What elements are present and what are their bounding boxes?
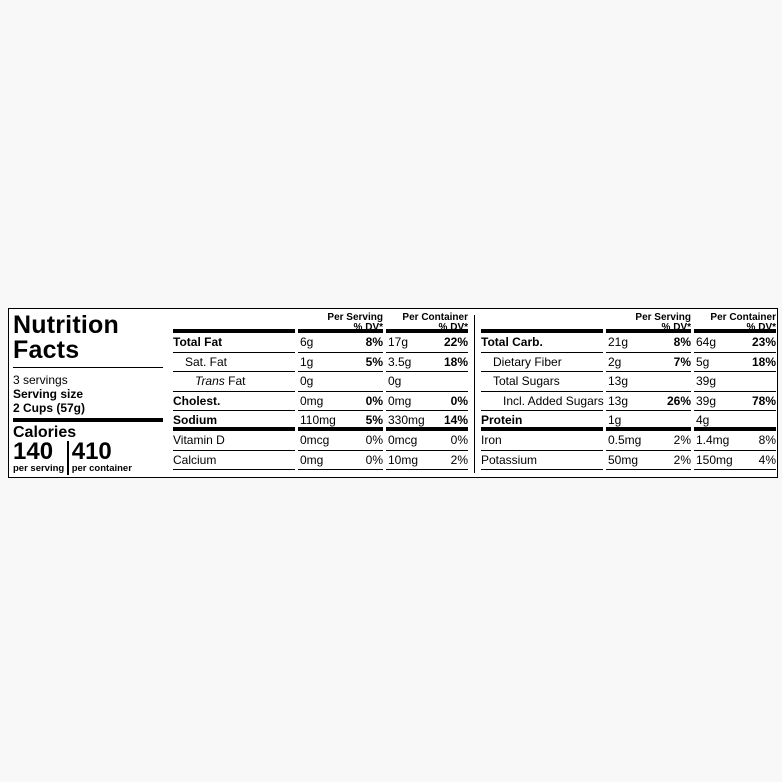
title-line-1: Nutrition bbox=[13, 311, 119, 339]
c-amt-value: 150mg bbox=[696, 452, 733, 467]
c-amt-value: 3.5g bbox=[388, 354, 412, 369]
c-amt-value: 10mg bbox=[388, 452, 419, 467]
s-pct-value: 5% bbox=[365, 413, 383, 428]
c-pct-value: 18% bbox=[443, 354, 468, 369]
c-pct-value: 22% bbox=[443, 335, 468, 349]
s-amt-value: 6g bbox=[300, 335, 314, 349]
nutrient-table-left bbox=[173, 313, 470, 470]
nutrient-row bbox=[481, 372, 778, 392]
s-amt-value: 110mg bbox=[300, 413, 336, 428]
s-pct-value: 2% bbox=[673, 452, 691, 467]
s-amt-value: 0mcg bbox=[300, 432, 330, 447]
nutrient-name: Sodium bbox=[173, 413, 217, 428]
c-amt-value: 0mg bbox=[388, 393, 412, 408]
s-amt-value: 2g bbox=[608, 354, 622, 369]
s-amt-value: 1g bbox=[300, 354, 314, 369]
c-amt-value: 4g bbox=[696, 413, 710, 428]
calories-per-container-label: per container bbox=[71, 463, 132, 474]
row-rule bbox=[481, 469, 603, 470]
row-rule bbox=[606, 469, 691, 470]
c-amt-value: 5g bbox=[696, 354, 710, 369]
serving-size-value: 2 Cups (57g) bbox=[13, 401, 86, 415]
row-rule bbox=[298, 469, 383, 470]
c-pct-value: 23% bbox=[751, 335, 776, 349]
nutrient-name: Dietary Fiber bbox=[493, 354, 562, 369]
servings-count: 3 servings bbox=[13, 373, 68, 387]
s-pct-value: 8% bbox=[673, 335, 691, 349]
s-pct-value: 2% bbox=[673, 432, 691, 447]
s-pct-value: 5% bbox=[365, 354, 383, 369]
nutrient-table-right bbox=[481, 313, 778, 470]
s-pct-value: 0% bbox=[365, 393, 383, 408]
s-pct-value: 0% bbox=[365, 452, 383, 467]
s-amt-value: 0.5mg bbox=[608, 432, 642, 447]
column-divider bbox=[474, 315, 475, 473]
c-amt-value: 39g bbox=[696, 393, 717, 408]
per-serving-label: Per Serving bbox=[635, 312, 691, 323]
nutrient-name: Vitamin D bbox=[173, 432, 225, 447]
calories-row bbox=[13, 438, 163, 475]
nutrient-row bbox=[481, 333, 778, 353]
s-amt-value: 0mg bbox=[300, 393, 324, 408]
nutrient-row bbox=[173, 372, 470, 392]
c-pct-value: 4% bbox=[758, 452, 776, 467]
label-summary bbox=[13, 313, 163, 475]
nutrient-row bbox=[173, 353, 470, 373]
s-amt-value: 13g bbox=[608, 374, 629, 389]
c-pct-value: 2% bbox=[450, 452, 468, 467]
c-pct-value: 18% bbox=[751, 354, 776, 369]
nutrient-row bbox=[173, 333, 470, 353]
s-pct-value: 0% bbox=[365, 432, 383, 447]
s-pct-value: 7% bbox=[673, 354, 691, 369]
divider bbox=[13, 367, 163, 368]
nutrient-row bbox=[481, 451, 778, 471]
calories-per-serving: 140 bbox=[13, 438, 54, 465]
c-amt-value: 0g bbox=[388, 374, 402, 389]
row-rule bbox=[694, 469, 776, 470]
calories-separator bbox=[67, 441, 69, 475]
c-amt-value: 64g bbox=[696, 335, 717, 349]
per-container-label: Per Container bbox=[710, 312, 776, 323]
c-amt-value: 0mcg bbox=[388, 432, 418, 447]
c-pct-value: 14% bbox=[443, 413, 468, 428]
nutrient-name: Total Fat bbox=[173, 335, 223, 349]
nutrient-row bbox=[173, 451, 470, 471]
calories-per-serving-label: per serving bbox=[13, 463, 65, 474]
c-amt-value: 330mg bbox=[388, 413, 425, 428]
s-amt-value: 50mg bbox=[608, 452, 639, 467]
dv-label: % DV* bbox=[746, 322, 776, 333]
column-header bbox=[481, 313, 778, 333]
nutrition-label bbox=[8, 308, 778, 478]
calories-label: Calories bbox=[13, 424, 77, 441]
nutrient-name: Total Sugars bbox=[493, 374, 560, 389]
nutrient-name-italic: Trans bbox=[195, 374, 225, 389]
dv-label: % DV* bbox=[353, 322, 383, 333]
nutrient-name: Total Carb. bbox=[481, 335, 543, 349]
c-pct-value: 8% bbox=[758, 432, 776, 447]
row-rule bbox=[173, 469, 295, 470]
nutrient-row bbox=[481, 353, 778, 373]
nutrient-name: Calcium bbox=[173, 452, 217, 467]
nutrient-name-suffix: Fat bbox=[224, 374, 246, 389]
nutrient-row bbox=[481, 392, 778, 412]
nutrient-row bbox=[173, 392, 470, 412]
nutrient-name: Sat. Fat bbox=[185, 354, 228, 369]
serving-size-label: Serving size bbox=[13, 387, 84, 401]
nutrient-row bbox=[481, 431, 778, 451]
nutrient-row bbox=[173, 411, 470, 431]
s-pct-value: 26% bbox=[666, 393, 691, 408]
c-pct-value: 0% bbox=[450, 432, 468, 447]
s-amt-value: 1g bbox=[608, 413, 622, 428]
column-header bbox=[173, 313, 470, 333]
c-pct-value: 0% bbox=[450, 393, 468, 408]
calories-per-container-block bbox=[71, 438, 132, 475]
c-amt-value: 17g bbox=[388, 335, 409, 349]
s-amt-value: 0g bbox=[300, 374, 314, 389]
nutrient-name: Incl. Added Sugars bbox=[503, 393, 604, 408]
divider-thick bbox=[13, 418, 163, 422]
s-amt-value: 0mg bbox=[300, 452, 324, 467]
title-line-2: Facts bbox=[13, 336, 80, 364]
nutrient-name: Potassium bbox=[481, 452, 538, 467]
calories-per-container: 410 bbox=[71, 438, 112, 465]
c-amt-value: 39g bbox=[696, 374, 717, 389]
c-amt-value: 1.4mg bbox=[696, 432, 730, 447]
per-container-label: Per Container bbox=[402, 312, 468, 323]
per-serving-label: Per Serving bbox=[327, 312, 383, 323]
nutrient-row bbox=[173, 431, 470, 451]
s-pct-value: 8% bbox=[365, 335, 383, 349]
nutrient-name: Cholest. bbox=[173, 393, 221, 408]
nutrient-row bbox=[481, 411, 778, 431]
row-rule bbox=[386, 469, 468, 470]
nutrient-name: Protein bbox=[481, 413, 523, 428]
s-amt-value: 13g bbox=[608, 393, 629, 408]
s-amt-value: 21g bbox=[608, 335, 629, 349]
nutrient-name bbox=[173, 372, 245, 391]
dv-label: % DV* bbox=[661, 322, 691, 333]
c-pct-value: 78% bbox=[751, 393, 776, 408]
calories-per-serving-block bbox=[13, 438, 65, 475]
dv-label: % DV* bbox=[438, 322, 468, 333]
nutrient-name: Iron bbox=[481, 432, 502, 447]
